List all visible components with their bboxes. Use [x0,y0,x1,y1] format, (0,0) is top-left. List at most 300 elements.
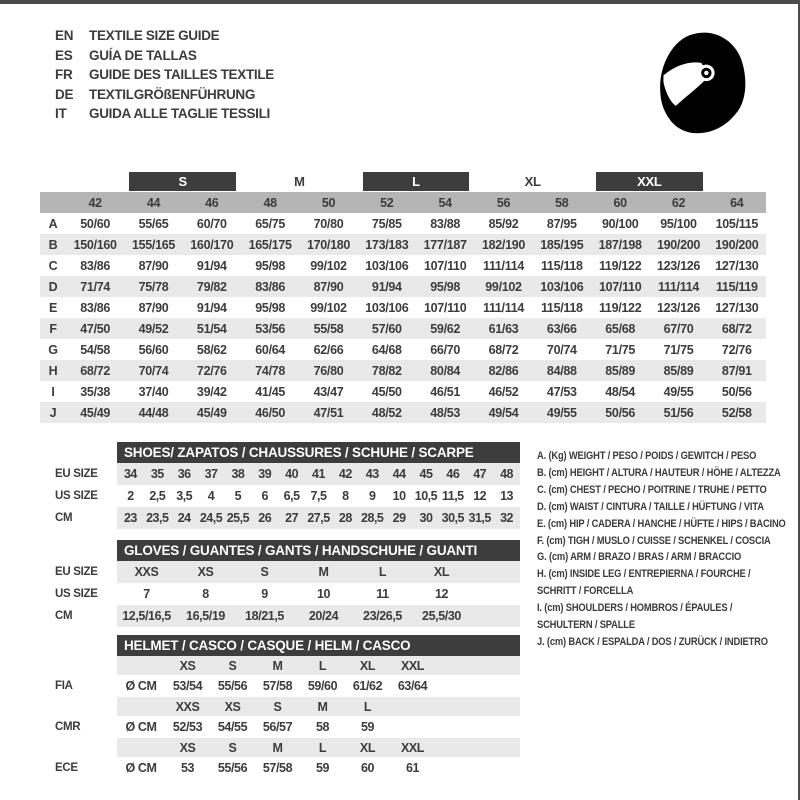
size-value: 23/26,5 [363,609,402,623]
size-value: 10 [316,587,331,601]
measurement-value: 82/86 [488,363,519,378]
size-value: 13 [500,489,514,503]
row-label-spacer [55,738,117,757]
measurement-value: 83/86 [255,279,286,294]
measurement-row [40,297,766,318]
measurement-row [40,276,766,297]
size-value: 12 [473,489,487,503]
helmet-size-label: S [273,699,282,714]
helmet-size-label: XS [179,658,196,673]
language-code: ES [55,47,73,63]
size-value: 7 [143,587,150,601]
size-value: 32 [500,511,514,525]
measurement-value: 87/90 [313,279,344,294]
size-group-label: XL [524,173,541,189]
measurement-value: 49/54 [488,405,519,420]
measurement-value: 59/62 [430,321,461,336]
measurement-value: 115/118 [540,258,583,273]
size-value: 7,5 [310,489,327,503]
size-band [117,697,520,716]
measurement-value: 51/54 [196,321,227,336]
size-value: XXS [134,565,159,579]
measurement-row [40,402,766,423]
helmet-size-value: 60 [360,761,375,775]
size-value: 6,5 [283,489,300,503]
measurement-value: 66/70 [430,342,461,357]
guide-title: GUIDA ALLE TAGLIE TESSILI [89,106,270,121]
size-band [117,507,520,529]
size-value: 12 [434,587,449,601]
size-band [117,738,520,757]
measurement-value: 47/50 [80,321,111,336]
language-code: EN [55,28,74,43]
size-header-cell: 56 [496,195,511,210]
language-code: IT [55,106,67,121]
helmet-size-row [55,697,520,716]
measurement-value: 95/98 [430,279,461,294]
measurement-value: 84/88 [546,363,577,378]
measurement-row [40,213,766,234]
row-label: EU SIZE [55,566,98,578]
measurement-value: 50/60 [80,216,111,231]
helmet-icon [642,24,774,142]
helmet-table-title: HELMET / CASCO / CASQUE / HELM / CASCO [117,635,520,656]
measurement-value: 61/63 [488,321,519,336]
helmet-value-row [55,716,520,738]
row-letter: H [48,363,58,378]
measurement-value: 75/85 [371,216,402,231]
size-header-cell: 58 [555,195,569,210]
size-header-cell: 62 [671,195,686,210]
size-header-cell: 48 [263,195,277,210]
standard-label: ECE [55,762,78,774]
helmet-size-value: 59/60 [307,679,338,693]
size-header-cell: 44 [146,195,161,210]
measurement-value: 177/187 [423,237,467,252]
language-row [55,65,274,85]
measurement-value: 50/56 [605,405,636,420]
measurement-value: 95/100 [660,216,697,231]
size-band [117,463,520,485]
size-band [117,716,520,738]
helmet-size-label: XS [179,740,196,755]
guide-title: GUIDE DES TAILLES TEXTILE [89,67,275,82]
measurement-value: 71/74 [80,279,111,294]
helmet-size-value: 58 [315,720,330,734]
legend-entry: E. (cm) HIP / CADERA / HANCHE / HÜFTE / HIPS / BACINO [537,517,786,530]
measurement-value: 155/165 [131,237,176,252]
helmet-size-value: 57/58 [262,679,293,693]
diameter-label: Ø CM [125,679,157,693]
measurement-value: 47/53 [546,384,577,399]
size-band [117,485,520,507]
guide-title: TEXTILE SIZE GUIDE [89,28,220,43]
measurement-value: 58/62 [196,342,227,357]
helmet-value-row [55,675,520,697]
size-value: 27 [285,511,299,525]
measurement-value: 45/49 [80,405,111,420]
measurement-value: 68/72 [80,363,111,378]
size-value: 35 [150,467,164,481]
size-value: 25,5 [226,511,250,525]
measurement-value: 78/82 [371,363,402,378]
size-value: 10,5 [414,489,438,503]
measurement-value: 45/50 [371,384,402,399]
measurement-value: 99/102 [485,279,522,294]
measurement-row [40,318,766,339]
measurement-value: 91/94 [196,258,227,273]
legend-entry: I. (cm) SHOULDERS / HOMBROS / ÉPAULES / SCHULTERN / SPALLE [537,602,733,632]
measurement-value: 107/110 [423,300,467,315]
language-row [55,46,274,66]
measurement-value: 48/52 [371,405,402,420]
measurement-value: 70/74 [546,342,577,357]
language-title-list [55,26,274,124]
measurement-value: 103/106 [365,300,409,315]
helmet-size-value: 57/58 [262,761,293,775]
row-letter: B [48,237,58,252]
size-value: 30,5 [441,511,464,525]
measurement-value: 48/54 [605,384,636,399]
legend-entry: C. (cm) CHEST / PECHO / POITRINE / TRUHE / PETTO [537,483,767,496]
size-value: 8 [342,489,349,503]
helmet-size-label: M [272,658,283,673]
measurement-value: 173/183 [365,237,409,252]
helmet-size-label: M [317,699,328,714]
size-value: 28 [338,511,352,525]
size-value: 28,5 [361,511,384,525]
size-row [55,463,520,485]
size-value: 23,5 [146,511,169,525]
helmet-size-label: S [228,658,237,673]
size-header-cell: 42 [88,195,102,210]
measurement-value: 49/52 [138,321,169,336]
helmet-size-label: XL [359,740,376,755]
measurement-value: 111/114 [482,258,524,273]
size-value: 41 [312,467,325,481]
measurement-value: 50/56 [721,384,752,399]
row-label: CM [55,512,73,524]
measurement-value: 70/80 [313,216,344,231]
diameter-label: Ø CM [125,720,157,734]
measurement-value: 71/75 [605,342,636,357]
size-value: 20/24 [308,609,339,623]
size-value: 18/21,5 [245,609,284,623]
size-value: 45 [419,467,433,481]
measurement-value: 76/80 [313,363,344,378]
gloves-header [55,540,520,561]
measurement-value: 35/38 [80,384,111,399]
measurement-value: 123/126 [656,258,701,273]
helmet-rows [55,656,520,779]
size-row [55,507,520,529]
legend-entry: A. (Kg) WEIGHT / PESO / POIDS / GEWITCH / PESO [537,450,757,462]
measurement-value: 60/64 [255,342,286,357]
measurement-value: 37/40 [138,384,169,399]
measurement-value: 47/51 [313,405,344,420]
size-value: 25,5/30 [422,609,461,623]
measurement-value: 56/60 [138,342,169,357]
size-value: 47 [473,467,487,481]
measurement-value: 99/102 [310,300,347,315]
size-value: XL [433,565,450,579]
size-number-header-row [40,192,766,213]
measurement-value: 55/65 [138,216,169,231]
size-value: 38 [231,467,245,481]
row-letter: J [49,405,57,420]
measurement-value: 49/55 [546,405,577,420]
helmet-size-label: S [228,740,237,755]
row-letter: G [48,342,58,357]
helmet-size-value: 61/62 [352,679,383,693]
measurement-value: 87/90 [138,258,169,273]
measurement-value: 68/72 [721,321,752,336]
measurement-value: 123/126 [656,300,701,315]
legend-entry: G. (cm) ARM / BRAZO / BRAS / ARM / BRACCIO [537,551,742,564]
measurement-value: 46/50 [255,405,286,420]
size-group-label: L [363,172,470,191]
measurement-value: 46/52 [488,384,519,399]
gloves-table [55,540,520,627]
measurement-value: 53/56 [255,321,286,336]
diameter-label: Ø CM [125,761,157,775]
measurement-value: 187/198 [598,237,642,252]
helmet-size-value: 55/56 [217,761,248,775]
size-value: 12,5/16,5 [122,609,171,623]
helmet-size-value: 54/55 [217,720,248,734]
gloves-table-title: GLOVES / GUANTES / GANTS / HANDSCHUHE / GUANTI [117,540,520,561]
measurement-value: 103/106 [540,279,584,294]
helmet-size-value: 63/64 [397,679,428,693]
helmet-size-label: L [318,740,327,755]
measurement-value: 85/92 [488,216,519,231]
measurement-value: 160/170 [190,237,234,252]
measurement-value: 65/75 [255,216,286,231]
measurement-value: 185/195 [540,237,584,252]
measurement-value: 127/130 [715,300,759,315]
measurement-value: 150/160 [73,237,117,252]
size-value: 46 [446,467,460,481]
measurement-value: 83/88 [430,216,461,231]
shoes-table-title: SHOES/ ZAPATOS / CHAUSSURES / SCHUHE / SCARPE [117,442,520,463]
helmet-size-value: 56/57 [262,720,293,734]
size-group-label: S [129,172,236,191]
measurement-value: 83/86 [80,300,111,315]
helmet-size-label: XXL [400,740,425,755]
size-group-header-row [40,171,766,191]
size-row [55,485,520,507]
size-value: 23 [123,511,137,525]
helmet-size-value: 59 [360,720,375,734]
row-letter: A [48,216,58,231]
helmet-size-label: XXS [175,699,200,714]
size-value: S [260,565,269,579]
size-value: M [318,565,329,579]
measurement-value: 46/51 [430,384,461,399]
measurement-value: 87/91 [721,363,752,378]
size-value: 27,5 [307,511,330,525]
measurement-value: 64/68 [371,342,402,357]
helmet-size-row [55,656,520,675]
measurement-value: 119/122 [598,300,642,315]
size-value: 39 [258,467,272,481]
row-letter: E [48,300,58,315]
measurement-value: 49/55 [663,384,694,399]
measurement-value: 63/66 [546,321,577,336]
size-value: 10 [392,489,406,503]
measurement-value: 41/45 [255,384,286,399]
gloves-rows [55,561,520,627]
measurement-value: 170/180 [306,237,351,252]
helmet-size-value: 53/54 [172,679,203,693]
measurement-value: 190/200 [715,237,759,252]
measurement-value: 54/58 [80,342,111,357]
size-band [117,757,520,779]
helmet-value-row [55,757,520,779]
measurement-value: 79/82 [196,279,227,294]
size-header-cell: 52 [380,195,394,210]
measurement-value: 107/110 [423,258,467,273]
size-value: 31,5 [468,511,491,525]
row-label: CM [55,610,73,622]
helmet-size-label: XXL [400,658,425,673]
shoes-rows [55,463,520,529]
helmet-size-value: 55/56 [217,679,248,693]
measurement-value: 68/72 [488,342,519,357]
size-header-cell: 50 [321,195,336,210]
measurement-value: 65/68 [605,321,636,336]
size-value: 42 [338,467,352,481]
measurement-value: 67/70 [663,321,694,336]
measurement-value: 55/58 [313,321,344,336]
helmet-size-value: 53 [180,761,195,775]
size-row [55,583,520,605]
legend-entry: D. (cm) WAIST / CINTURA / TAILLE / HÜFTUNG / VITA [537,500,764,513]
helmet-header-spacer [55,635,117,656]
measurement-value: 71/75 [663,342,694,357]
size-value: 44 [392,467,406,481]
size-value: 2 [127,489,134,503]
measurement-value: 48/53 [430,405,461,420]
size-value: 29 [392,511,406,525]
shoes-header-spacer [55,442,117,463]
size-band [117,583,520,605]
measurement-value: 99/102 [310,258,347,273]
size-value: 3,5 [176,489,193,503]
legend-entry: B. (cm) HEIGHT / ALTURA / HAUTEUR / HÖHE / ALTEZZA [537,466,781,479]
size-value: 30 [419,511,433,525]
gloves-header-spacer [55,540,117,561]
row-letter: F [49,321,57,336]
measurement-value: 111/114 [657,279,699,294]
size-value: 36 [177,467,191,481]
helmet-size-label: XS [224,699,241,714]
measurement-row [40,255,766,276]
size-value: L [378,565,387,579]
size-value: 24 [177,511,191,525]
language-code: FR [55,67,73,82]
helmet-header [55,635,520,656]
measurement-value: 105/115 [715,216,759,231]
legend-entry: F. (cm) TIGH / MUSLO / CUISSE / SCHENKEL / COSCIA [537,534,771,547]
standard-label: FIA [55,680,73,692]
measurement-value: 119/122 [598,258,642,273]
measurement-value: 43/47 [313,384,344,399]
measurement-value: 190/200 [656,237,701,252]
size-value: 9 [369,489,376,503]
size-group-label: M [294,173,305,189]
measurement-value: 95/98 [255,300,286,315]
row-label-spacer [55,656,117,675]
size-value: 11,5 [442,489,464,503]
size-row [55,561,520,583]
size-value: 16,5/19 [186,609,225,623]
shoes-header [55,442,520,463]
size-value: XS [197,565,214,579]
size-header-cell: 60 [613,195,627,210]
size-value: 11 [376,587,389,601]
measurement-value: 87/95 [546,216,577,231]
size-value: 9 [261,587,268,601]
measurement-value: 115/118 [540,300,583,315]
size-group-label: XXL [596,172,703,191]
size-band [117,561,520,583]
measurement-value: 87/90 [138,300,169,315]
size-value: 26 [258,511,272,525]
measurement-row [40,360,766,381]
size-value: 5 [234,489,242,503]
measurement-value: 103/106 [365,258,409,273]
measurement-value: 60/70 [196,216,227,231]
helmet-size-label: M [272,740,283,755]
measurement-rows [40,213,766,423]
size-value: 8 [202,587,209,601]
row-letter: I [51,384,55,399]
row-letter: D [48,279,58,294]
measurement-value: 107/110 [598,279,642,294]
size-band [117,675,520,697]
measurement-value: 95/98 [255,258,286,273]
row-label: EU SIZE [55,468,98,480]
language-code: DE [55,86,74,102]
row-letter: C [48,258,58,273]
helmet-size-value: 61 [405,761,420,775]
measurement-value: 57/60 [371,321,402,336]
measurement-value: 51/56 [663,405,694,420]
row-label-spacer [55,697,117,716]
size-value: 40 [285,467,299,481]
measurement-row [40,234,766,255]
language-row [55,26,274,46]
measurement-value: 70/74 [138,363,169,378]
helmet-size-label: L [363,699,372,714]
legend-entry: H. (cm) INSIDE LEG / ENTREPIERNA / FOURCHE / SCHRITT / FORCELLA [537,568,751,598]
measurement-value: 182/190 [481,237,526,252]
size-header-cell: 46 [205,195,219,210]
measurement-value: 44/48 [138,405,169,420]
standard-label: CMR [55,721,81,733]
size-header-cell: 54 [438,195,452,210]
measurement-value: 62/66 [313,342,344,357]
measurement-value: 165/175 [248,237,292,252]
size-value: 48 [500,467,514,481]
helmet-size-row [55,738,520,757]
size-header-cell: 64 [730,195,744,210]
guide-title: GUÍA DE TALLAS [89,47,197,63]
shoes-table [55,442,520,529]
size-band [117,656,520,675]
size-value: 43 [365,467,379,481]
